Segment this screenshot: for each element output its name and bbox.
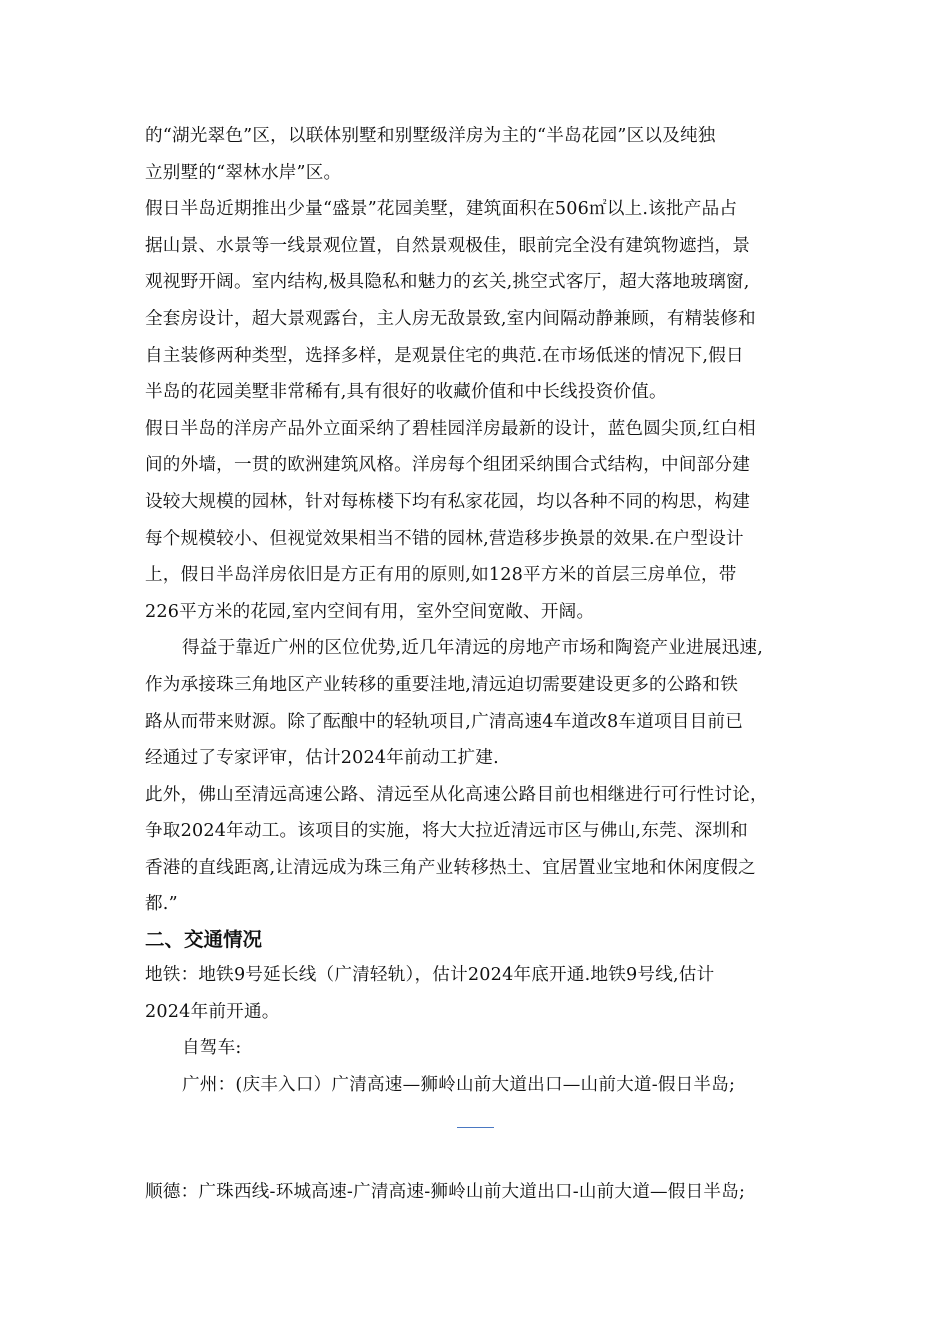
text-line: 路从而带来财源。除了酝酿中的轻轨项目,广清高速4车道改8车道项目目前已 bbox=[145, 711, 743, 732]
text-line: 作为承接珠三角地区产业转移的重要洼地,清远迫切需要建设更多的公路和铁 bbox=[145, 674, 738, 695]
text-line: 自主装修两种类型，选择多样，是观景住宅的典范.在市场低迷的情况下,假日 bbox=[145, 345, 744, 366]
main-content bbox=[145, 118, 820, 1103]
text-line: 香港的直线距离,让清远成为珠三角产业转移热土、宜居置业宝地和休闲度假之 bbox=[145, 857, 756, 878]
paragraph-western-houses bbox=[145, 411, 820, 631]
text-line: 顺德：广珠西线-环城高速-广清高速-狮岭山前大道出口-山前大道—假日半岛; bbox=[145, 1182, 746, 1202]
text-line: 广州：(庆丰入口）广清高速—狮岭山前大道出口—山前大道-假日半岛; bbox=[182, 1074, 736, 1095]
text-line: 假日半岛近期推出少量“盛景”花园美墅，建筑面积在506㎡以上.该批产品占 bbox=[145, 199, 738, 220]
text-line: 据山景、水景等一线景观位置，自然景观极佳，眼前完全没有建筑物遮挡，景 bbox=[145, 235, 750, 256]
text-line: 226平方米的花园,室内空间有用，室外空间宽敞、开阔。 bbox=[145, 601, 595, 622]
text-line: 上，假日半岛洋房依旧是方正有用的原则,如128平方米的首层三房单位，带 bbox=[145, 565, 737, 586]
text-line: 的“湖光翠色”区，以联体别墅和别墅级洋房为主的“半岛花园”区以及纯独 bbox=[145, 126, 716, 146]
paragraph-route-guangzhou bbox=[145, 1067, 820, 1104]
text-line: 此外，佛山至清远高速公路、清远至从化高速公路目前也相继进行可行性讨论， bbox=[145, 784, 768, 805]
text-line: 全套房设计，超大景观露台，主人房无敌景致,室内间隔动静兼顾，有精装修和 bbox=[145, 308, 756, 329]
text-line: 设较大规模的园林，针对每栋楼下均有私家花园，均以各种不同的构思，构建 bbox=[145, 491, 750, 512]
text-line: 2024年前开通。 bbox=[145, 1001, 280, 1022]
text-line: 争取2024年动工。该项目的实施，将大大拉近清远市区与佛山,东莞、深圳和 bbox=[145, 821, 748, 842]
text-line: 假日半岛的洋房产品外立面采纳了碧桂园洋房最新的设计，蓝色圆尖顶,红白相 bbox=[145, 418, 756, 439]
text-line: 每个规模较小、但视觉效果相当不错的园林,营造移步换景的效果.在户型设计 bbox=[145, 528, 744, 549]
paragraph-highways bbox=[145, 777, 820, 923]
paragraph-self-drive bbox=[145, 1030, 820, 1067]
next-page-content bbox=[145, 1174, 835, 1211]
paragraph-metro bbox=[145, 957, 820, 1030]
text-line: 观视野开阔。室内结构,极具隐私和魅力的玄关,挑空式客厅，超大落地玻璃窗, bbox=[145, 272, 750, 293]
text-line: 半岛的花园美墅非常稀有,具有很好的收藏价值和中长线投资价值。 bbox=[145, 382, 667, 403]
text-line: 都.” bbox=[145, 894, 178, 915]
text-line: 间的外墙，一贯的欧洲建筑风格。洋房每个组团采纳围合式结构，中间部分建 bbox=[145, 455, 750, 476]
paragraph-zones bbox=[145, 118, 820, 191]
paragraph-location-advantage bbox=[145, 630, 820, 776]
page-footer-rule bbox=[457, 1127, 494, 1128]
section-heading-transport: 二、交通情况 bbox=[145, 928, 263, 952]
text-line: 自驾车: bbox=[182, 1038, 242, 1059]
paragraph-route-shunde bbox=[145, 1174, 835, 1211]
paragraph-shengjing-villa bbox=[145, 191, 820, 411]
text-line: 得益于靠近广州的区位优势,近几年清远的房地产市场和陶瓷产业进展迅速, bbox=[182, 638, 763, 659]
text-line: 立别墅的“翠林水岸”区。 bbox=[145, 162, 342, 183]
text-line: 地铁：地铁9号延长线（广清轻轨），估计2024年底开通.地铁9号线,估计 bbox=[145, 965, 715, 986]
text-line: 经通过了专家评审，估计2024年前动工扩建. bbox=[145, 748, 499, 769]
